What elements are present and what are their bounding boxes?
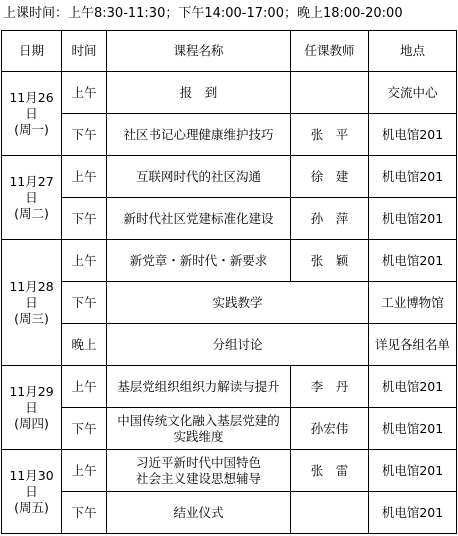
date-text: 11月26日 xyxy=(9,89,54,121)
time-cell: 下午 xyxy=(62,408,107,450)
date-cell xyxy=(2,366,62,450)
location-cell: 交流中心 xyxy=(369,72,457,114)
teacher-cell: 孙宏伟 xyxy=(291,408,369,450)
course-cell: 新时代社区党建标准化建设 xyxy=(107,198,291,240)
course-line: 实践维度 xyxy=(173,428,224,444)
column-header-time: 时间 xyxy=(62,31,107,72)
teacher-cell xyxy=(291,492,369,534)
location-cell: 机电馆201 xyxy=(369,492,457,534)
course-cell: 社区书记心理健康维护技巧 xyxy=(107,114,291,156)
course-cell xyxy=(107,408,291,450)
time-cell: 上午 xyxy=(62,366,107,408)
course-cell: 新党章・新时代・新要求 xyxy=(107,240,291,282)
date-text: 11月29日 xyxy=(9,383,54,415)
teacher-cell: 张 雷 xyxy=(291,450,369,492)
weekday-text: (周二) xyxy=(14,205,49,221)
table-row xyxy=(2,450,457,492)
course-cell: 互联网时代的社区沟通 xyxy=(107,156,291,198)
date-text: 11月27日 xyxy=(9,173,54,205)
time-cell: 上午 xyxy=(62,450,107,492)
date-text: 11月30日 xyxy=(9,467,54,499)
table-row xyxy=(2,156,457,198)
weekday-text: (周一) xyxy=(14,121,49,137)
column-header-course: 课程名称 xyxy=(107,31,291,72)
table-row xyxy=(2,114,457,156)
table-row xyxy=(2,198,457,240)
teacher-cell xyxy=(291,72,369,114)
date-cell xyxy=(2,156,62,240)
course-line: 社会主义建设思想辅导 xyxy=(135,470,261,486)
location-cell: 机电馆201 xyxy=(369,114,457,156)
teacher-cell: 徐 建 xyxy=(291,156,369,198)
column-header-location: 地点 xyxy=(369,31,457,72)
course-schedule-table xyxy=(1,30,457,534)
table-row xyxy=(2,282,457,324)
location-cell: 机电馆201 xyxy=(369,198,457,240)
time-cell: 上午 xyxy=(62,156,107,198)
time-cell: 下午 xyxy=(62,198,107,240)
teacher-cell: 张 平 xyxy=(291,114,369,156)
time-cell: 下午 xyxy=(62,492,107,534)
date-cell xyxy=(2,240,62,366)
teacher-cell: 孙 萍 xyxy=(291,198,369,240)
teacher-cell: 张 颖 xyxy=(291,240,369,282)
table-row xyxy=(2,408,457,450)
time-cell: 下午 xyxy=(62,114,107,156)
course-line: 习近平新时代中国特色 xyxy=(135,454,261,470)
table-row xyxy=(2,366,457,408)
table-row xyxy=(2,240,457,282)
date-text: 11月28日 xyxy=(9,278,54,310)
weekday-text: (周三) xyxy=(14,310,49,326)
location-cell: 机电馆201 xyxy=(369,450,457,492)
class-time-header: 上课时间：上午8:30-11:30；下午14:00-17:00；晚上18:00-20:00 xyxy=(3,6,403,21)
teacher-cell: 李 丹 xyxy=(291,366,369,408)
location-cell: 机电馆201 xyxy=(369,366,457,408)
course-cell: 报 到 xyxy=(107,72,291,114)
date-cell xyxy=(2,72,62,156)
table-header-row xyxy=(2,31,457,72)
time-cell: 晚上 xyxy=(62,324,107,366)
table-row xyxy=(2,72,457,114)
weekday-text: (周四) xyxy=(14,415,49,431)
location-cell: 工业博物馆 xyxy=(369,282,457,324)
location-cell: 机电馆201 xyxy=(369,156,457,198)
table-row xyxy=(2,324,457,366)
column-header-date: 日期 xyxy=(2,31,62,72)
course-cell xyxy=(107,450,291,492)
weekday-text: (周五) xyxy=(14,499,49,515)
column-header-teacher: 任课教师 xyxy=(291,31,369,72)
location-cell: 机电馆201 xyxy=(369,240,457,282)
course-cell: 实践教学 xyxy=(107,282,369,324)
course-cell: 结业仪式 xyxy=(107,492,291,534)
course-line: 中国传统文化融入基层党建的 xyxy=(117,412,280,428)
time-cell: 上午 xyxy=(62,240,107,282)
time-cell: 下午 xyxy=(62,282,107,324)
location-cell: 机电馆201 xyxy=(369,408,457,450)
time-cell: 上午 xyxy=(62,72,107,114)
course-cell: 基层党组织组织力解读与提升 xyxy=(107,366,291,408)
table-row xyxy=(2,492,457,534)
course-cell: 分组讨论 xyxy=(107,324,369,366)
location-cell: 详见各组名单 xyxy=(369,324,457,366)
date-cell xyxy=(2,450,62,534)
